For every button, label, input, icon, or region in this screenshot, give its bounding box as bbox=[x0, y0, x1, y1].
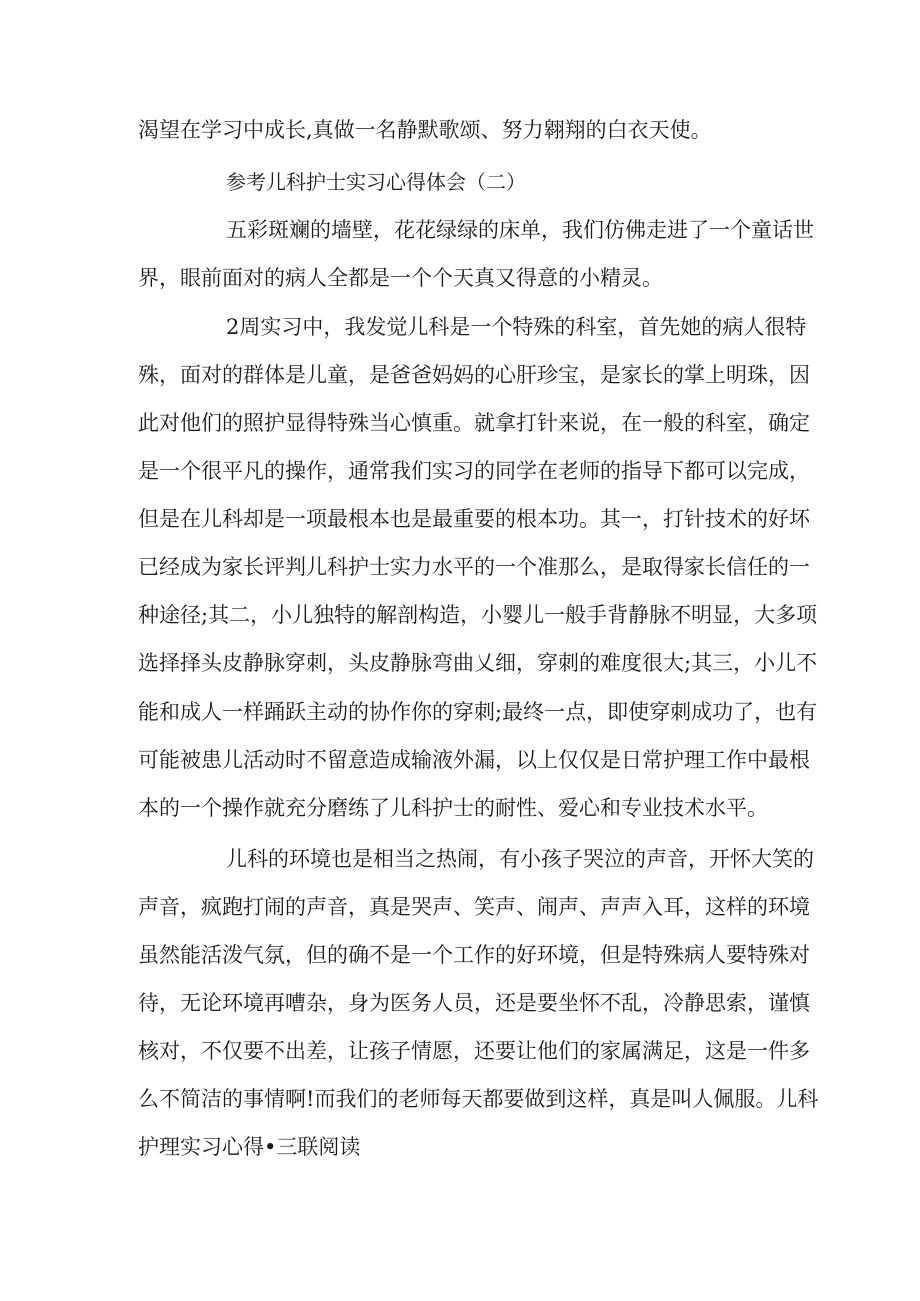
paragraph-2-line-11: 本的一个操作就充分磨练了儿科护士的耐性、爱心和专业技术水平。 bbox=[138, 796, 768, 820]
paragraph-2-line-6: 已经成为家长评判儿科护士实力水平的一个准那么，是取得家长信任的一 bbox=[138, 555, 810, 579]
paragraph-2-line-1: 2周实习中，我发觉儿科是一个特殊的科室，首先她的病人很特 bbox=[226, 315, 807, 339]
paragraph-2-line-3: 此对他们的照护显得特殊当心慎重。就拿打针来说，在一般的科室，确定 bbox=[138, 411, 810, 435]
paragraph-2-line-5: 但是在儿科却是一项最根本也是最重要的根本功。其一，打针技术的好坏 bbox=[138, 507, 810, 531]
paragraph-3-line-5: 核对，不仅要不出差，让孩子情愿，还要让他们的家属满足，这是一件多 bbox=[138, 1039, 810, 1063]
section-heading: 参考儿科护士实习心得体会（二） bbox=[226, 170, 526, 194]
paragraph-3-line-4: 待，无论环境再嘈杂，身为医务人员，还是要坐怀不乱，冷静思索，谨慎 bbox=[138, 991, 810, 1015]
paragraph-3-line-2: 声音，疯跑打闹的声音，真是哭声、笑声、闹声、声声入耳，这样的环境 bbox=[138, 895, 810, 919]
paragraph-3-line-3: 虽然能活泼气氛，但的确不是一个工作的好环境，但是特殊病人要特殊对 bbox=[138, 943, 810, 967]
paragraph-3-line-1: 儿科的环境也是相当之热闹，有小孩子哭泣的声音，开怀大笑的 bbox=[226, 847, 814, 871]
paragraph-1-line-1: 五彩斑斓的墙壁，花花绿绿的床单，我们仿佛走进了一个童话世 bbox=[226, 218, 814, 242]
paragraph-3-line-7: 护理实习心得•三联阅读 bbox=[138, 1135, 361, 1159]
paragraph-2-line-8: 选择择头皮静脉穿刺，头皮静脉弯曲乂细，穿刺的难度很大;其三，小儿不 bbox=[138, 651, 818, 675]
paragraph-2-line-9: 能和成人一样踊跃主动的协作你的穿刺;最终一点，即使穿刺成功了，也有 bbox=[138, 700, 818, 724]
paragraph-1-line-2: 界，眼前面对的病人全都是一个个天真又得意的小精灵。 bbox=[138, 266, 663, 290]
paragraph-2-line-7: 种途径;其二，小儿独特的解剖构造，小婴儿一般手背静脉不明显，大多项 bbox=[138, 603, 818, 627]
paragraph-3-line-6: 么不简洁的事情啊!而我们的老师每天都要做到这样，真是叫人佩服。儿科 bbox=[138, 1087, 819, 1111]
paragraph-2-line-4: 是一个很平凡的操作，通常我们实习的同学在老师的指导下都可以完成， bbox=[138, 459, 810, 483]
intro-line: 渴望在学习中成长,真做一名静默歌颂、努力翱翔的白衣天使。 bbox=[138, 118, 712, 142]
paragraph-2-line-10: 可能被患儿活动时不留意造成输液外漏，以上仅仅是日常护理工作中最根 bbox=[138, 748, 810, 772]
paragraph-2-line-2: 殊，面对的群体是儿童，是爸爸妈妈的心肝珍宝，是家长的掌上明珠，因 bbox=[138, 363, 810, 387]
